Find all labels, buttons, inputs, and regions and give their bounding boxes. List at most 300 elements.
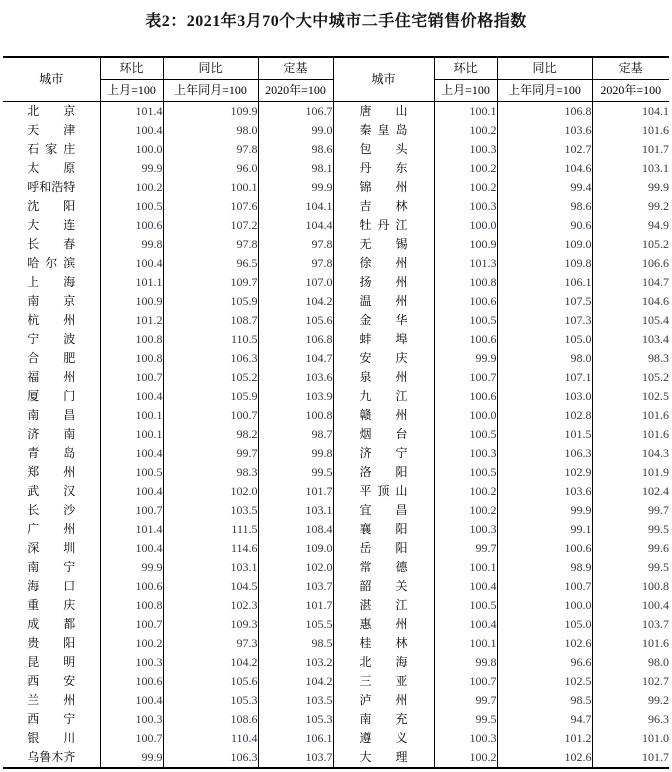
city-name: 三亚 [359,674,408,688]
cell-yoy-left: 100.1 [163,178,258,197]
col-header-yoy-left: 同比 [163,57,258,80]
cell-city-right [333,558,434,577]
cell-base-left: 97.8 [258,254,333,273]
cell-mom-right: 100.2 [434,482,497,501]
cell-mom-left: 100.8 [100,349,163,368]
cell-yoy-left: 107.6 [163,197,258,216]
col-header-base-left: 定基 [258,57,333,80]
cell-city-right [333,482,434,501]
cell-mom-right: 100.3 [434,520,497,539]
table-row [3,596,669,615]
cell-base-right: 99.9 [592,178,669,197]
cell-yoy-right: 105.0 [497,330,592,349]
sub-header-mom-left: 上月=100 [100,80,163,102]
cell-yoy-left: 103.5 [163,501,258,520]
cell-base-left: 99.5 [258,463,333,482]
cell-yoy-left: 111.5 [163,520,258,539]
cell-city-right [333,596,434,615]
cell-base-right: 101.7 [592,140,669,159]
city-name: 丹东 [359,161,408,175]
cell-city-left [3,577,100,596]
cell-base-left: 99.9 [258,178,333,197]
cell-mom-right: 99.7 [434,539,497,558]
cell-mom-left: 100.7 [100,729,163,748]
table-row [3,368,669,387]
cell-yoy-right: 102.7 [497,140,592,159]
cell-yoy-right: 98.6 [497,197,592,216]
cell-yoy-left: 109.9 [163,102,258,122]
cell-mom-left: 100.7 [100,368,163,387]
city-name: 北京 [27,104,76,118]
cell-base-right: 103.1 [592,159,669,178]
cell-city-right [333,273,434,292]
cell-city-right [333,235,434,254]
city-name: 韶关 [359,579,408,593]
city-name: 南昌 [27,408,76,422]
cell-base-left: 99.8 [258,444,333,463]
city-name: 西宁 [27,712,76,726]
city-name: 贵阳 [27,636,76,650]
table-row [3,444,669,463]
cell-mom-right: 100.3 [434,197,497,216]
cell-mom-right: 100.2 [434,121,497,140]
cell-city-right [333,387,434,406]
table-row [3,710,669,729]
table-row [3,634,669,653]
cell-city-right [333,653,434,672]
cell-city-left [3,311,100,330]
city-name: 重庆 [27,598,76,612]
cell-base-left: 106.7 [258,102,333,122]
cell-city-left [3,406,100,425]
cell-base-left: 104.2 [258,672,333,691]
cell-city-right [333,178,434,197]
table-row [3,520,669,539]
cell-mom-left: 100.7 [100,501,163,520]
cell-mom-left: 100.2 [100,634,163,653]
city-name: 济南 [27,427,76,441]
sub-header-base-right: 2020年=100 [592,80,669,102]
cell-base-right: 102.7 [592,672,669,691]
cell-city-left [3,349,100,368]
cell-city-left [3,596,100,615]
cell-yoy-left: 104.5 [163,577,258,596]
cell-yoy-right: 94.7 [497,710,592,729]
cell-base-right: 105.2 [592,368,669,387]
col-header-mom-right: 环比 [434,57,497,80]
cell-base-left: 104.1 [258,197,333,216]
city-name: 乌鲁木齐 [27,750,76,764]
city-name: 蚌埠 [359,332,408,346]
cell-city-left [3,501,100,520]
cell-yoy-right: 105.0 [497,615,592,634]
cell-base-right: 102.5 [592,387,669,406]
cell-mom-left: 100.6 [100,216,163,235]
cell-base-left: 98.1 [258,159,333,178]
cell-city-right [333,691,434,710]
city-name: 武汉 [27,484,76,498]
cell-mom-left: 100.6 [100,672,163,691]
city-name: 唐山 [359,104,408,118]
cell-city-right [333,539,434,558]
cell-yoy-right: 102.6 [497,748,592,768]
table-row [3,406,669,425]
cell-base-right: 101.6 [592,121,669,140]
table-row [3,482,669,501]
cell-mom-right: 100.1 [434,558,497,577]
cell-city-right [333,406,434,425]
cell-base-right: 101.6 [592,425,669,444]
city-name: 海口 [27,579,76,593]
city-name: 秦皇岛 [359,123,408,137]
table-header [3,57,669,102]
cell-yoy-left: 97.8 [163,140,258,159]
cell-mom-left: 101.1 [100,273,163,292]
cell-yoy-right: 103.0 [497,387,592,406]
cell-yoy-left: 109.7 [163,273,258,292]
cell-yoy-left: 105.9 [163,292,258,311]
table-row [3,387,669,406]
cell-mom-left: 99.9 [100,159,163,178]
cell-mom-left: 100.1 [100,406,163,425]
cell-city-left [3,140,100,159]
table-row [3,235,669,254]
cell-base-left: 100.8 [258,406,333,425]
cell-yoy-right: 107.5 [497,292,592,311]
cell-yoy-left: 98.0 [163,121,258,140]
cell-city-left [3,121,100,140]
city-name: 深圳 [27,541,76,555]
cell-city-left [3,748,100,768]
cell-yoy-left: 107.2 [163,216,258,235]
cell-base-left: 103.7 [258,748,333,768]
cell-mom-right: 100.0 [434,406,497,425]
cell-mom-right: 100.2 [434,501,497,520]
cell-base-left: 109.0 [258,539,333,558]
cell-mom-right: 100.4 [434,577,497,596]
cell-city-right [333,102,434,122]
city-name: 南京 [27,294,76,308]
cell-yoy-right: 103.6 [497,482,592,501]
city-name: 常德 [359,560,408,574]
cell-base-right: 99.6 [592,539,669,558]
cell-yoy-right: 101.2 [497,729,592,748]
city-name: 泸州 [359,693,408,707]
cell-mom-right: 100.5 [434,311,497,330]
cell-yoy-left: 99.7 [163,444,258,463]
cell-yoy-right: 99.1 [497,520,592,539]
cell-city-left [3,558,100,577]
cell-base-left: 104.4 [258,216,333,235]
cell-yoy-left: 98.3 [163,463,258,482]
cell-city-left [3,729,100,748]
sub-header-yoy-right: 上年同月=100 [497,80,592,102]
cell-city-left [3,254,100,273]
cell-base-left: 103.7 [258,577,333,596]
cell-yoy-right: 107.3 [497,311,592,330]
cell-city-right [333,349,434,368]
cell-mom-left: 99.9 [100,748,163,768]
cell-city-left [3,330,100,349]
cell-mom-right: 100.8 [434,273,497,292]
cell-mom-left: 101.2 [100,311,163,330]
price-index-table [3,56,669,769]
cell-mom-left: 100.4 [100,691,163,710]
cell-city-right [333,710,434,729]
col-header-city-left: 城市 [3,57,100,102]
city-name: 兰州 [27,693,76,707]
cell-city-left [3,292,100,311]
cell-yoy-right: 100.6 [497,539,592,558]
cell-mom-right: 99.8 [434,653,497,672]
cell-city-left [3,235,100,254]
table-row [3,501,669,520]
col-header-base-right: 定基 [592,57,669,80]
cell-base-left: 103.1 [258,501,333,520]
city-name: 锦州 [359,180,408,194]
table-row [3,539,669,558]
cell-city-left [3,463,100,482]
cell-base-left: 99.0 [258,121,333,140]
cell-mom-left: 100.4 [100,121,163,140]
col-header-mom-left: 环比 [100,57,163,80]
table-row [3,672,669,691]
cell-mom-right: 100.4 [434,615,497,634]
city-name: 合肥 [27,351,76,365]
cell-mom-right: 100.2 [434,178,497,197]
cell-base-left: 98.7 [258,425,333,444]
city-name: 北海 [359,655,408,669]
cell-yoy-right: 104.6 [497,159,592,178]
city-name: 南充 [359,712,408,726]
cell-base-right: 106.6 [592,254,669,273]
cell-mom-left: 100.4 [100,387,163,406]
cell-city-right [333,577,434,596]
cell-yoy-left: 108.7 [163,311,258,330]
sub-header-base-left: 2020年=100 [258,80,333,102]
cell-base-left: 103.9 [258,387,333,406]
city-name: 太原 [27,161,76,175]
col-header-yoy-right: 同比 [497,57,592,80]
cell-base-right: 99.5 [592,520,669,539]
cell-mom-left: 99.9 [100,558,163,577]
cell-city-left [3,672,100,691]
cell-yoy-right: 109.8 [497,254,592,273]
cell-base-left: 105.3 [258,710,333,729]
cell-base-right: 100.8 [592,577,669,596]
table-row [3,425,669,444]
cell-mom-right: 100.6 [434,387,497,406]
cell-city-left [3,539,100,558]
cell-mom-left: 101.4 [100,102,163,122]
cell-base-right: 104.3 [592,444,669,463]
cell-mom-left: 101.4 [100,520,163,539]
cell-base-right: 104.6 [592,292,669,311]
cell-base-right: 99.2 [592,197,669,216]
cell-yoy-left: 104.2 [163,653,258,672]
cell-mom-right: 100.2 [434,159,497,178]
city-name: 徐州 [359,256,408,270]
city-name: 惠州 [359,617,408,631]
cell-city-right [333,254,434,273]
city-name: 大连 [27,218,76,232]
cell-city-right [333,292,434,311]
cell-city-right [333,729,434,748]
cell-base-right: 101.6 [592,634,669,653]
cell-base-right: 96.3 [592,710,669,729]
city-name: 泉州 [359,370,408,384]
cell-mom-right: 99.9 [434,349,497,368]
cell-mom-left: 100.3 [100,653,163,672]
table-row [3,615,669,634]
cell-mom-right: 100.9 [434,235,497,254]
cell-base-right: 99.7 [592,501,669,520]
city-name: 九江 [359,389,408,403]
city-name: 扬州 [359,275,408,289]
cell-city-right [333,501,434,520]
city-name: 牡丹江 [359,218,408,232]
table-row [3,330,669,349]
cell-yoy-left: 106.3 [163,748,258,768]
cell-base-left: 106.8 [258,330,333,349]
cell-mom-left: 100.3 [100,710,163,729]
cell-yoy-right: 106.1 [497,273,592,292]
cell-mom-right: 100.3 [434,444,497,463]
city-name: 杭州 [27,313,76,327]
cell-base-right: 103.4 [592,330,669,349]
cell-city-left [3,387,100,406]
cell-city-right [333,634,434,653]
city-name: 岳阳 [359,541,408,555]
cell-base-right: 99.2 [592,691,669,710]
table-row [3,463,669,482]
cell-yoy-left: 105.2 [163,368,258,387]
cell-mom-right: 101.3 [434,254,497,273]
cell-yoy-right: 98.9 [497,558,592,577]
cell-yoy-left: 102.3 [163,596,258,615]
table-row [3,748,669,768]
cell-mom-right: 100.6 [434,292,497,311]
page-title: 表2：2021年3月70个大中城市二手住宅销售价格指数 [145,13,527,30]
city-name: 温州 [359,294,408,308]
cell-mom-left: 100.2 [100,178,163,197]
city-name: 上海 [27,275,76,289]
city-name: 吉林 [359,199,408,213]
cell-base-right: 98.0 [592,653,669,672]
city-name: 宜昌 [359,503,408,517]
cell-base-left: 98.6 [258,140,333,159]
table-row [3,216,669,235]
table-row [3,140,669,159]
city-name: 厦门 [27,389,76,403]
city-name: 石家庄 [27,142,76,156]
cell-yoy-left: 98.2 [163,425,258,444]
city-name: 安庆 [359,351,408,365]
cell-yoy-right: 106.8 [497,102,592,122]
cell-base-left: 104.2 [258,292,333,311]
table-row [3,197,669,216]
cell-mom-left: 100.4 [100,254,163,273]
city-name: 长春 [27,237,76,251]
cell-mom-left: 100.5 [100,463,163,482]
cell-yoy-left: 105.9 [163,387,258,406]
table-row [3,254,669,273]
cell-base-left: 103.6 [258,368,333,387]
city-name: 平顶山 [359,484,408,498]
city-name: 湛江 [359,598,408,612]
sub-header-yoy-left: 上年同月=100 [163,80,258,102]
sub-header-mom-right: 上月=100 [434,80,497,102]
cell-yoy-left: 96.0 [163,159,258,178]
cell-mom-left: 100.8 [100,330,163,349]
cell-city-right [333,140,434,159]
cell-mom-left: 100.4 [100,444,163,463]
cell-base-right: 105.2 [592,235,669,254]
table-row [3,691,669,710]
cell-mom-right: 100.5 [434,463,497,482]
cell-base-right: 104.1 [592,102,669,122]
cell-yoy-left: 110.4 [163,729,258,748]
cell-yoy-right: 102.9 [497,463,592,482]
city-name: 广州 [27,522,76,536]
cell-base-left: 104.7 [258,349,333,368]
table-row [3,729,669,748]
cell-city-left [3,159,100,178]
cell-city-right [333,330,434,349]
city-name: 天津 [27,123,76,137]
cell-yoy-left: 106.3 [163,349,258,368]
city-name: 宁波 [27,332,76,346]
cell-base-right: 94.9 [592,216,669,235]
cell-yoy-right: 90.6 [497,216,592,235]
cell-base-left: 102.0 [258,558,333,577]
cell-base-left: 98.5 [258,634,333,653]
cell-yoy-left: 102.0 [163,482,258,501]
cell-city-right [333,121,434,140]
cell-base-right: 105.4 [592,311,669,330]
cell-city-right [333,159,434,178]
cell-base-right: 101.6 [592,406,669,425]
cell-mom-left: 100.0 [100,140,163,159]
cell-yoy-left: 103.1 [163,558,258,577]
city-name: 南宁 [27,560,76,574]
city-name: 呼和浩特 [27,180,76,194]
city-name: 桂林 [359,636,408,650]
table-row [3,558,669,577]
city-name: 成都 [27,617,76,631]
cell-yoy-right: 102.5 [497,672,592,691]
city-name: 遵义 [359,731,408,745]
cell-city-left [3,425,100,444]
cell-base-right: 102.4 [592,482,669,501]
cell-base-left: 105.5 [258,615,333,634]
cell-city-left [3,482,100,501]
cell-mom-right: 100.5 [434,596,497,615]
cell-mom-right: 100.1 [434,102,497,122]
cell-yoy-left: 114.6 [163,539,258,558]
city-name: 郑州 [27,465,76,479]
header-row-1 [3,57,669,80]
cell-yoy-right: 103.6 [497,121,592,140]
cell-base-left: 105.6 [258,311,333,330]
cell-city-left [3,691,100,710]
cell-base-left: 108.4 [258,520,333,539]
cell-yoy-right: 101.5 [497,425,592,444]
cell-yoy-right: 102.8 [497,406,592,425]
city-name: 昆明 [27,655,76,669]
table-row [3,311,669,330]
cell-base-left: 101.7 [258,482,333,501]
